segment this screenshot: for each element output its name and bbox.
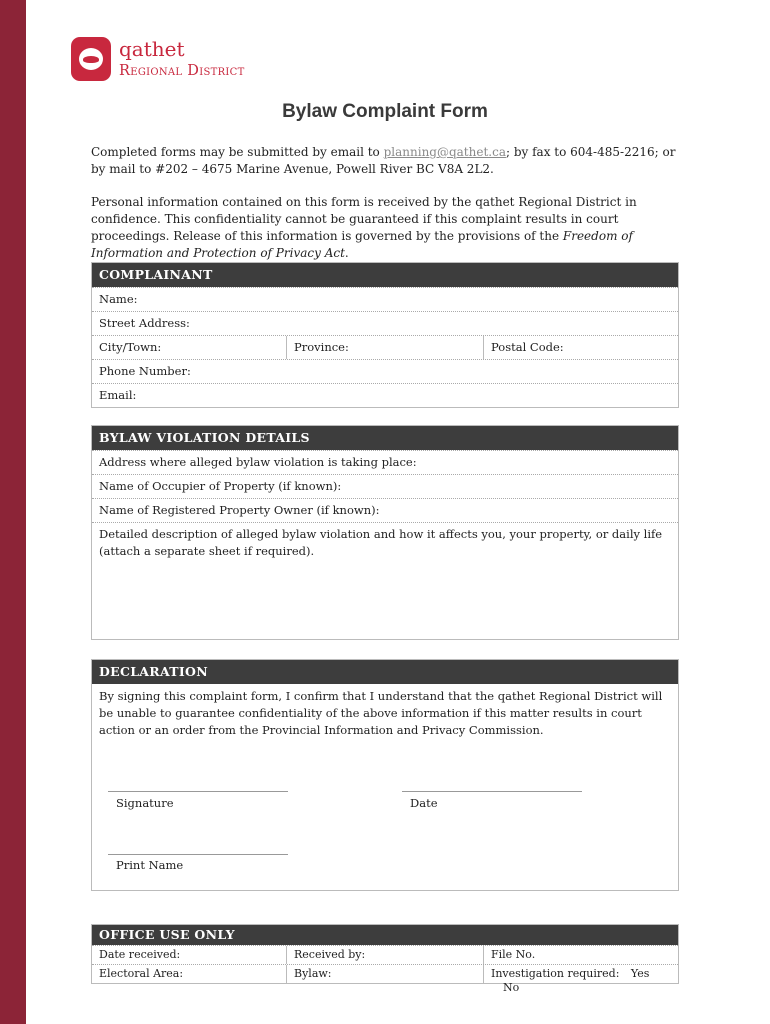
violation-address-field[interactable]: Address where alleged bylaw violation is taking place: <box>99 455 417 469</box>
investigation-field <box>483 965 678 994</box>
city-field[interactable]: City/Town: <box>99 340 162 354</box>
violation-section <box>91 425 679 640</box>
print-name-line[interactable] <box>108 854 288 855</box>
occupier-field[interactable]: Name of Occupier of Property (if known): <box>99 479 342 493</box>
declaration-section <box>91 659 679 891</box>
file-no-field[interactable]: File No. <box>483 946 678 964</box>
phone-field[interactable]: Phone Number: <box>99 364 191 378</box>
violation-heading: BYLAW VIOLATION DETAILS <box>92 426 678 450</box>
received-by-field[interactable]: Received by: <box>286 946 483 964</box>
bylaw-field[interactable]: Bylaw: <box>286 965 483 983</box>
privacy-act-name: Freedom of Information and Protection of Privacy Act <box>91 229 633 260</box>
sidebar-accent-bar <box>0 0 26 1024</box>
complainant-heading: COMPLAINANT <box>92 263 678 287</box>
owner-field[interactable]: Name of Registered Property Owner (if known): <box>99 503 380 517</box>
print-name-label: Print Name <box>116 858 184 872</box>
declaration-heading: DECLARATION <box>92 660 678 684</box>
privacy-text-end: . <box>344 246 349 260</box>
signature-label: Signature <box>116 796 174 810</box>
complainant-section <box>91 262 679 408</box>
date-label: Date <box>410 796 438 810</box>
name-field[interactable]: Name: <box>99 292 138 306</box>
electoral-area-field[interactable]: Electoral Area: <box>99 967 184 980</box>
declaration-text: By signing this complaint form, I confirm that I understand that the qathet Regional District will be unable to guarantee confidentiality of the above information if this matter results in court action or an order from the Provincial Information and Privacy Commission. <box>99 689 663 737</box>
date-received-field[interactable]: Date received: <box>99 948 181 961</box>
date-line[interactable] <box>402 791 582 792</box>
intro-text-after: ; by fax to 604-485-2216; or by mail to #202 – 4675 Marine Avenue, Powell River BC V8A 2L2. <box>91 145 676 176</box>
page-title: Bylaw Complaint Form <box>282 101 488 122</box>
privacy-text: Personal information contained on this form is received by the qathet Regional District in confidence. This confidentiality cannot be guaranteed if this complaint results in court proceedings. Release of this information is governed by the provisions of the <box>91 195 637 243</box>
privacy-notice <box>91 194 681 262</box>
logo-line1: qathet <box>119 37 185 62</box>
yes-option[interactable]: Yes <box>630 967 650 980</box>
description-field[interactable]: Detailed description of alleged bylaw violation and how it affects you, your property, or daily life (attach a separate sheet if required). <box>92 522 678 639</box>
investigation-label: Investigation required: <box>491 967 620 980</box>
province-field[interactable]: Province: <box>286 336 483 359</box>
no-option[interactable]: No <box>503 981 520 994</box>
office-use-section <box>91 924 679 994</box>
email-field[interactable]: Email: <box>99 388 137 402</box>
office-heading: OFFICE USE ONLY <box>92 925 678 945</box>
logo-icon <box>71 37 111 81</box>
logo-line2: Regional District <box>119 63 245 80</box>
postal-code-field[interactable]: Postal Code: <box>483 336 678 359</box>
intro-text: Completed forms may be submitted by email to <box>91 145 384 159</box>
email-link[interactable]: planning@qathet.ca <box>383 145 506 159</box>
submission-instructions <box>91 144 681 178</box>
street-address-field[interactable]: Street Address: <box>99 316 190 330</box>
signature-line[interactable] <box>108 791 288 792</box>
qathet-logo <box>71 37 245 81</box>
